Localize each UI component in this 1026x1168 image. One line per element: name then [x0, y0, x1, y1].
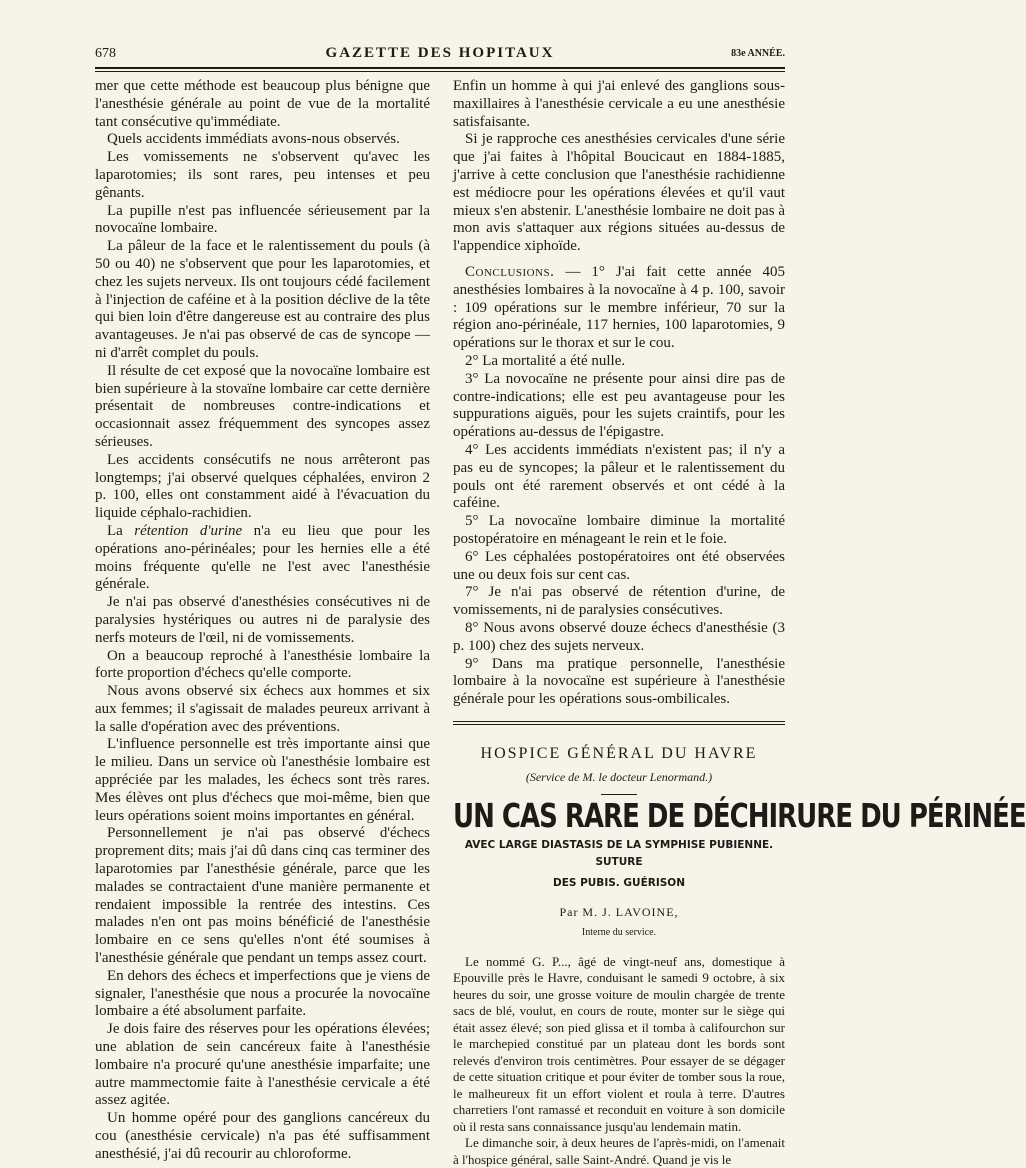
- paragraph: L'influence personnelle est très importante ainsi que le milieu. Dans un service où l'anesthésie lombaire est appréciée par les malades, les échecs sont très rares. Mes élèves ont plus d'échecs que moi-même, bien que leurs opérations soient moins importantes en général.: [95, 736, 430, 824]
- paragraph: Nous avons observé six échecs aux hommes et six aux femmes; il s'agissait de malades peureux arrivant à la salle d'opération avec des préventions.: [95, 683, 430, 735]
- retention-italic: rétention d'urine: [134, 522, 243, 539]
- paragraph: Quels accidents immédiats avons-nous observés.: [107, 131, 400, 148]
- short-divider: [601, 794, 637, 795]
- header-rule-thin: [95, 71, 785, 72]
- conclusion-item: — 1° J'ai fait cette année 405 anesthésies lombaires à la novocaïne à 4 p. 100, savoir : 109 opérations sur le membre inférieur, 70 sur la région ano-périnéale, 117 hernies, 100 laparotomies, 9 opérations sur le thorax et sur le cou.: [453, 263, 786, 352]
- article-body: [453, 954, 785, 1168]
- service-line: (Service de M. le docteur Lenormand.): [525, 769, 713, 784]
- paragraph: Le nommé G. P..., âgé de vingt-neuf ans, domestique à Epouville près le Havre, conduisant le samedi 9 octobre, à six heures du soir, une grosse voiture de moulin chargée de trente sacs de blé, voulut, en cours de route, monter sur le siège qui était assez élevé; son pied glissa et il tomba à califourchon sur le marchepied constitué par un plateau dont les bords sont relevés d'environ trois centimètres. Pour essayer de se dégager de cette situation critique et pour éviter de tomber sous la roue, le malheureux fit un effort violent et roula à terre. D'autres charretiers l'ont ramassé et reconduit en voiture à son domicile où il resta sans connaissance jusqu'au lendemain matin.: [453, 953, 785, 1134]
- paragraph: Enfin un homme à qui j'ai enlevé des ganglions sous-maxillaires à l'anesthésie cervicale a eu une anesthésie satisfaisante.: [453, 78, 785, 130]
- paragraph: mer que cette méthode est beaucoup plus bénigne que l'anesthésie générale au point de vue de la mortalité tant consécutive qu'immédiate.: [95, 78, 430, 130]
- page-header: [95, 44, 785, 64]
- article-subtitle-2: DES PUBIS. GUÉRISON: [552, 877, 686, 890]
- conclusion-item: 6° Les céphalées postopératoires ont été observées une ou deux fois sur cent cas.: [453, 548, 785, 583]
- paragraph: Je dois faire des réserves pour les opérations élevées; une ablation de sein cancéreux faite à l'anesthésie lombaire n'a procuré qu'une anesthésie imparfaite; une autre mammectomie faite à l'anesthésie cervicale a été assez agitée.: [95, 1021, 430, 1109]
- paragraph: Personnellement je n'ai pas observé d'échecs proprement dits; mais j'ai dû dans cinq cas terminer des laparotomies par l'anesthésie générale, parce que les malades se contractaient d'une manière permanente et rendaient impossible la rentrée des intestins. Ces malades n'en ont pas moins bénéficié de l'anesthésie lombaire en ce sens qu'elles n'ont été soumises à l'anesthésie générale que pendant un temps assez court.: [95, 825, 430, 967]
- conclusions-label: Conclusions.: [465, 263, 555, 280]
- paragraph: Il résulte de cet exposé que la novocaïne lombaire est bien supérieure à la stovaïne lombaire car cette dernière présentait de nombreuses contre-indications et occasionnait assez fréquemment des syncopes assez sérieuses.: [95, 362, 430, 450]
- paragraph: Le dimanche soir, à deux heures de l'après-midi, on l'amenait à l'hospice général, salle Saint-André. Quand je vis le: [453, 1135, 785, 1167]
- page-number: 678: [95, 46, 116, 61]
- paragraph: On a beaucoup reproché à l'anesthésie lombaire la forte proportion d'échecs qu'elle comporte.: [95, 647, 430, 682]
- retention-prefix: La: [107, 522, 123, 539]
- paragraph: La pâleur de la face et le ralentissement du pouls (à 50 ou 40) ne s'observent que pour les laparotomies, et chez les sujets nerveux. Ils ont toujours cédé facilement à l'injection de caféine et à la position déclive de la tête qui bien loin d'être dangereuse est au contraire des plus avantageuses. Je n'ai pas observé de cas de syncope — ni d'arrêt complet du pouls.: [95, 238, 430, 361]
- article-subtitle: AVEC LARGE DIASTASIS DE LA SYMPHISE PUBIENNE. SUTURE: [464, 839, 774, 869]
- conclusion-item: 3° La novocaïne ne présente pour ainsi dire pas de contre-indications; elle est peu avantageuse pour les suppurations aiguës, pour les sujets craintifs, pour les opérations au-dessus de l'épigastre.: [453, 370, 785, 441]
- conclusion-item: 5° La novocaïne lombaire diminue la mortalité postopératoire en ménageant le rein et le foie.: [453, 513, 785, 547]
- conclusion-item: 8° Nous avons observé douze échecs d'anesthésie (3 p. 100) chez des sujets nerveux.: [453, 619, 785, 654]
- section-divider: [453, 721, 785, 725]
- author-role: Interne du service.: [581, 927, 657, 939]
- journal-title: GAZETTE DES HOPITAUX: [325, 45, 555, 61]
- left-column: [95, 78, 430, 1164]
- section-title: HOSPICE GÉNÉRAL DU HAVRE: [480, 744, 758, 762]
- conclusion-item: 2° La mortalité a été nulle.: [465, 352, 626, 369]
- paragraph: Je n'ai pas observé d'anesthésies consécutives ni de paralysies hystériques ou autres ni de paralysie des nerfs moteurs de l'œil, ni de vomissements.: [95, 594, 430, 646]
- paragraph: Les vomissements ne s'observent qu'avec les laparotomies; ils sont rares, peu intenses et peu gênants.: [95, 149, 430, 201]
- paragraph: En dehors des échecs et imperfections que je viens de signaler, l'anesthésie que nous a procurée la novocaïne lombaire a été absolument parfaite.: [95, 967, 430, 1020]
- conclusion-item: 7° Je n'ai pas observé de rétention d'urine, de vomissements, ni de paralysies consécutives.: [453, 584, 785, 619]
- year-label: 83e ANNÉE.: [731, 48, 785, 59]
- author-line: Par M. J. LAVOINE,: [559, 905, 679, 920]
- paragraph: Un homme opéré pour des ganglions cancéreux du cou (anesthésie cervicale) n'a pas été suffisamment anesthésié, j'ai dû recourir au chloroforme.: [95, 1110, 430, 1162]
- paragraph: Les accidents consécutifs ne nous arrêteront pas longtemps; j'ai observé quelques céphalées, environ 2 p. 100, elles ont constamment aidé à l'évacuation du liquide céphalo-rachidien.: [95, 451, 430, 522]
- paragraph-retention: [95, 523, 430, 594]
- header-rule: [95, 67, 785, 69]
- paragraph: La pupille n'est pas influencée sérieusement par la novocaïne lombaire.: [95, 202, 430, 237]
- right-column: [453, 78, 1026, 1168]
- paragraph: Si je rapproche ces anesthésies cervicales d'une série que j'ai faites à l'hôpital Boucicaut en 1884-1885, j'arrive à cette conclusion que l'anesthésie rachidienne est médiocre pour les opérations élevées et qu'il vaut mieux s'en abstenir. L'anesthésie lombaire ne doit pas à mon avis s'attaquer aux régions situées au-dessus de l'appendice xiphoïde.: [453, 131, 785, 255]
- conclusion-item: 9° Dans ma pratique personnelle, l'anesthésie lombaire à la novocaïne est supérieure à l'anesthésie générale pour les opérations sous-ombilicales.: [453, 655, 785, 708]
- conclusion-item: 4° Les accidents immédiats n'existent pas; il n'y a pas eu de syncopes; la pâleur et le ralentissement du pouls ont été rarement observés et ont cédé à la caféine.: [453, 441, 785, 512]
- conclusions-paragraph: [453, 264, 785, 353]
- retention-text: n'a eu lieu que pour les opérations ano-périnéales; pour les hernies elle a été moins fréquente qu'elle ne l'est avec l'anesthésie générale.: [95, 522, 431, 593]
- article-title: UN CAS RARE DE DÉCHIRURE DU PÉRINÉE: [453, 798, 1026, 837]
